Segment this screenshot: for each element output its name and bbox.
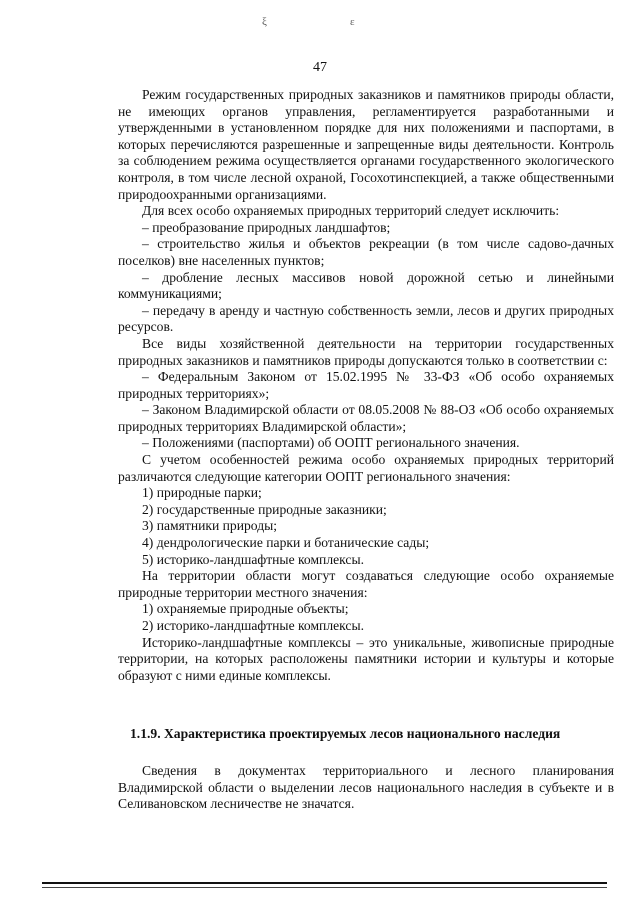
scan-marks: [0, 17, 640, 33]
footer-rule-thin: [42, 887, 607, 888]
paragraph: – Федеральным Законом от 15.02.1995 № 33-ФЗ «Об особо охраняемых природных территориях»;: [118, 369, 614, 401]
paragraph: – преобразование природных ландшафтов;: [142, 219, 391, 235]
paragraph: Историко-ландшафтные комплексы – это уникальные, живописные природные территории, на которых расположены памятники истории и культуры и которые образуют с ними единые комплексы.: [118, 634, 614, 683]
paragraph-list: [118, 87, 614, 684]
paragraph: – Положениями (паспортами) об ООПТ регионального значения.: [142, 435, 520, 451]
paragraph: На территории области могут создаваться следующие особо охраняемые природные территории местного значения:: [118, 568, 614, 600]
paragraph: Все виды хозяйственной деятельности на территории государственных природных заказников и памятников природы допускаются только в соответствии с:: [118, 335, 614, 368]
page-number: 47: [313, 60, 327, 75]
list-item: 3) памятники природы;: [142, 518, 278, 534]
scan-mark-right: ε: [350, 16, 355, 28]
paragraph: – дробление лесных массивов новой дорожной сетью и линейными коммуникациями;: [118, 269, 614, 302]
footer-rule: [42, 882, 607, 884]
paragraph: С учетом особенностей режима особо охраняемых природных территорий различаются следующие категории ООПТ регионального значения:: [118, 452, 614, 484]
paragraph: – передачу в аренду и частную собственность земли, лесов и других природных ресурсов.: [118, 302, 614, 335]
document-body: [118, 87, 614, 813]
paragraph: – строительство жилья и объектов рекреации (в том числе садово-дачных поселков) вне населенных пунктов;: [118, 236, 614, 268]
list-item: 4) дендрологические парки и ботанические сады;: [142, 535, 430, 551]
scan-mark-left: ξ: [262, 16, 267, 28]
list-item: 5) историко-ландшафтные комплексы.: [142, 551, 364, 567]
paragraph: Для всех особо охраняемых природных территорий следует исключить:: [142, 203, 560, 219]
paragraph: – Законом Владимирской области от 08.05.2008 № 88-ОЗ «Об особо охраняемых природных территориях Владимирской области»;: [118, 402, 614, 434]
list-item: 1) охраняемые природные объекты;: [142, 601, 349, 617]
list-item: 2) историко-ландшафтные комплексы.: [142, 618, 364, 633]
list-item: 1) природные парки;: [142, 485, 262, 501]
paragraph: Режим государственных природных заказников и памятников природы области, не имеющих органов управления, регламентируется разработанными и утвержденными в установленном порядке для них положениями и паспортами, в которых перечисляются разрешенные и запрещенные виды деятельности. Контроль за соблюдением режима осуществляется органами государственного экологического контроля, в том числе лесной охраной, Госохотинспекцией, а также общественными природоохранными организациями.: [118, 87, 614, 202]
list-item: 2) государственные природные заказники;: [142, 501, 387, 517]
section-heading: 1.1.9. Характеристика проектируемых лесов национального наследия: [130, 726, 561, 742]
section-paragraph: Сведения в документах территориального и лесного планирования Владимирской области о выделении лесов национального наследия в субъекте и в Селивановском лесничестве не значатся.: [118, 762, 614, 812]
